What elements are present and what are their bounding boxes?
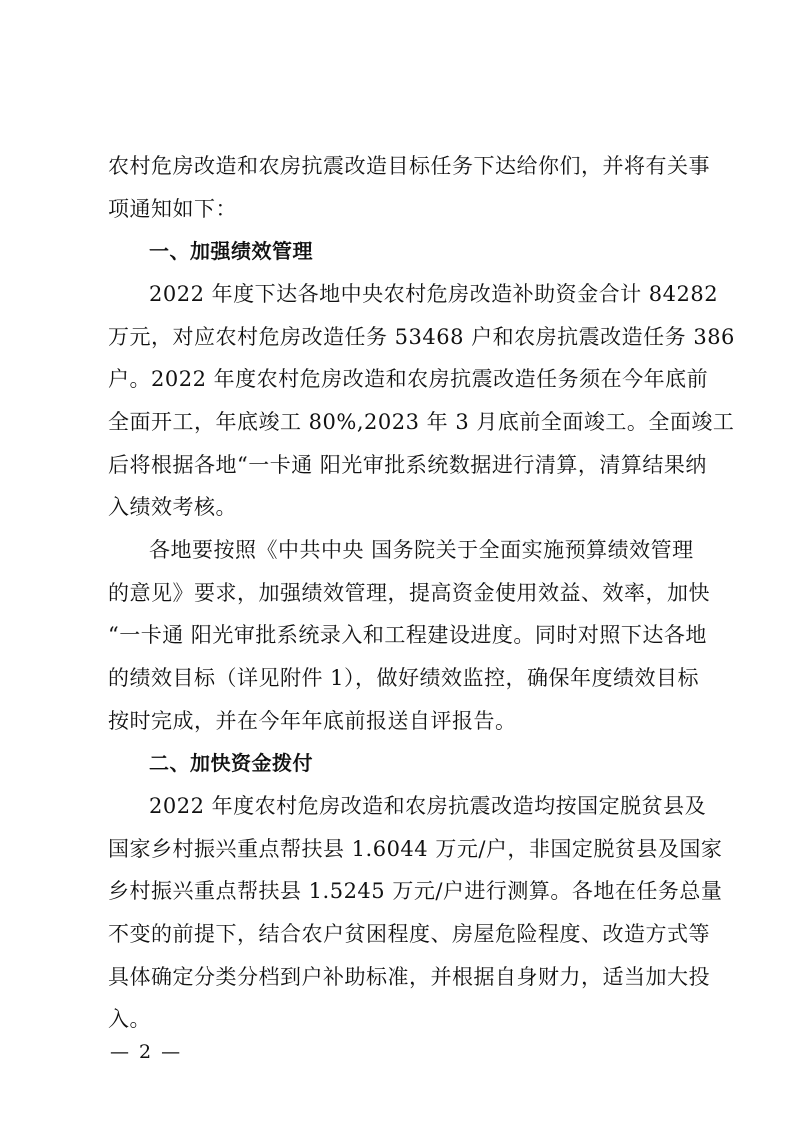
section-heading-funding: 二、加快资金拨付 — [149, 751, 313, 775]
paragraph-line: 全面开工，年底竣工 80%,2023 年 3 月底前全面竣工。全面竣工 — [108, 410, 735, 434]
paragraph-line: 万元，对应农村危房改造任务 53468 户和农房抗震改造任务 386 — [108, 325, 735, 349]
paragraph-line: 不变的前提下，结合农户贫困程度、房屋危险程度、改造方式等 — [108, 922, 710, 946]
paragraph-line: 按时完成，并在今年年底前报送自评报告。 — [108, 709, 517, 733]
paragraph-line: 后将根据各地“一卡通 阳光审批系统数据进行清算，清算结果纳 — [108, 453, 707, 477]
paragraph-line: 的意见》要求，加强绩效管理，提高资金使用效益、效率，加快 — [108, 581, 710, 605]
page-number: — 2 — — [110, 1041, 183, 1063]
paragraph-line: “一卡通 阳光审批系统录入和工程建设进度。同时对照下达各地 — [108, 623, 707, 647]
paragraph-line: 户。2022 年度农村危房改造和农房抗震改造任务须在今年底前 — [108, 367, 709, 391]
paragraph-line: 国家乡村振兴重点帮扶县 1.6044 万元/户，非国定脱贫县及国家 — [108, 837, 723, 861]
paragraph-line: 2022 年度农村危房改造和农房抗震改造均按国定脱贫县及 — [149, 794, 707, 818]
paragraph-line: 的绩效目标（详见附件 1），做好绩效监控，确保年度绩效目标 — [108, 666, 700, 690]
intro-line: 农村危房改造和农房抗震改造目标任务下达给你们，并将有关事 — [108, 154, 710, 178]
paragraph-line: 具体确定分类分档到户补助标准，并根据自身财力，适当加大投 — [108, 965, 710, 989]
paragraph-line: 入绩效考核。 — [108, 495, 237, 519]
paragraph-line: 2022 年度下达各地中央农村危房改造补助资金合计 84282 — [149, 282, 719, 306]
section-heading-performance: 一、加强绩效管理 — [149, 239, 313, 263]
paragraph-line: 各地要按照《中共中央 国务院关于全面实施预算绩效管理 — [149, 538, 694, 562]
paragraph-line: 入。 — [108, 1007, 151, 1031]
intro-line: 项通知如下： — [108, 197, 237, 221]
paragraph-line: 乡村振兴重点帮扶县 1.5245 万元/户进行测算。各地在任务总量 — [108, 879, 723, 903]
